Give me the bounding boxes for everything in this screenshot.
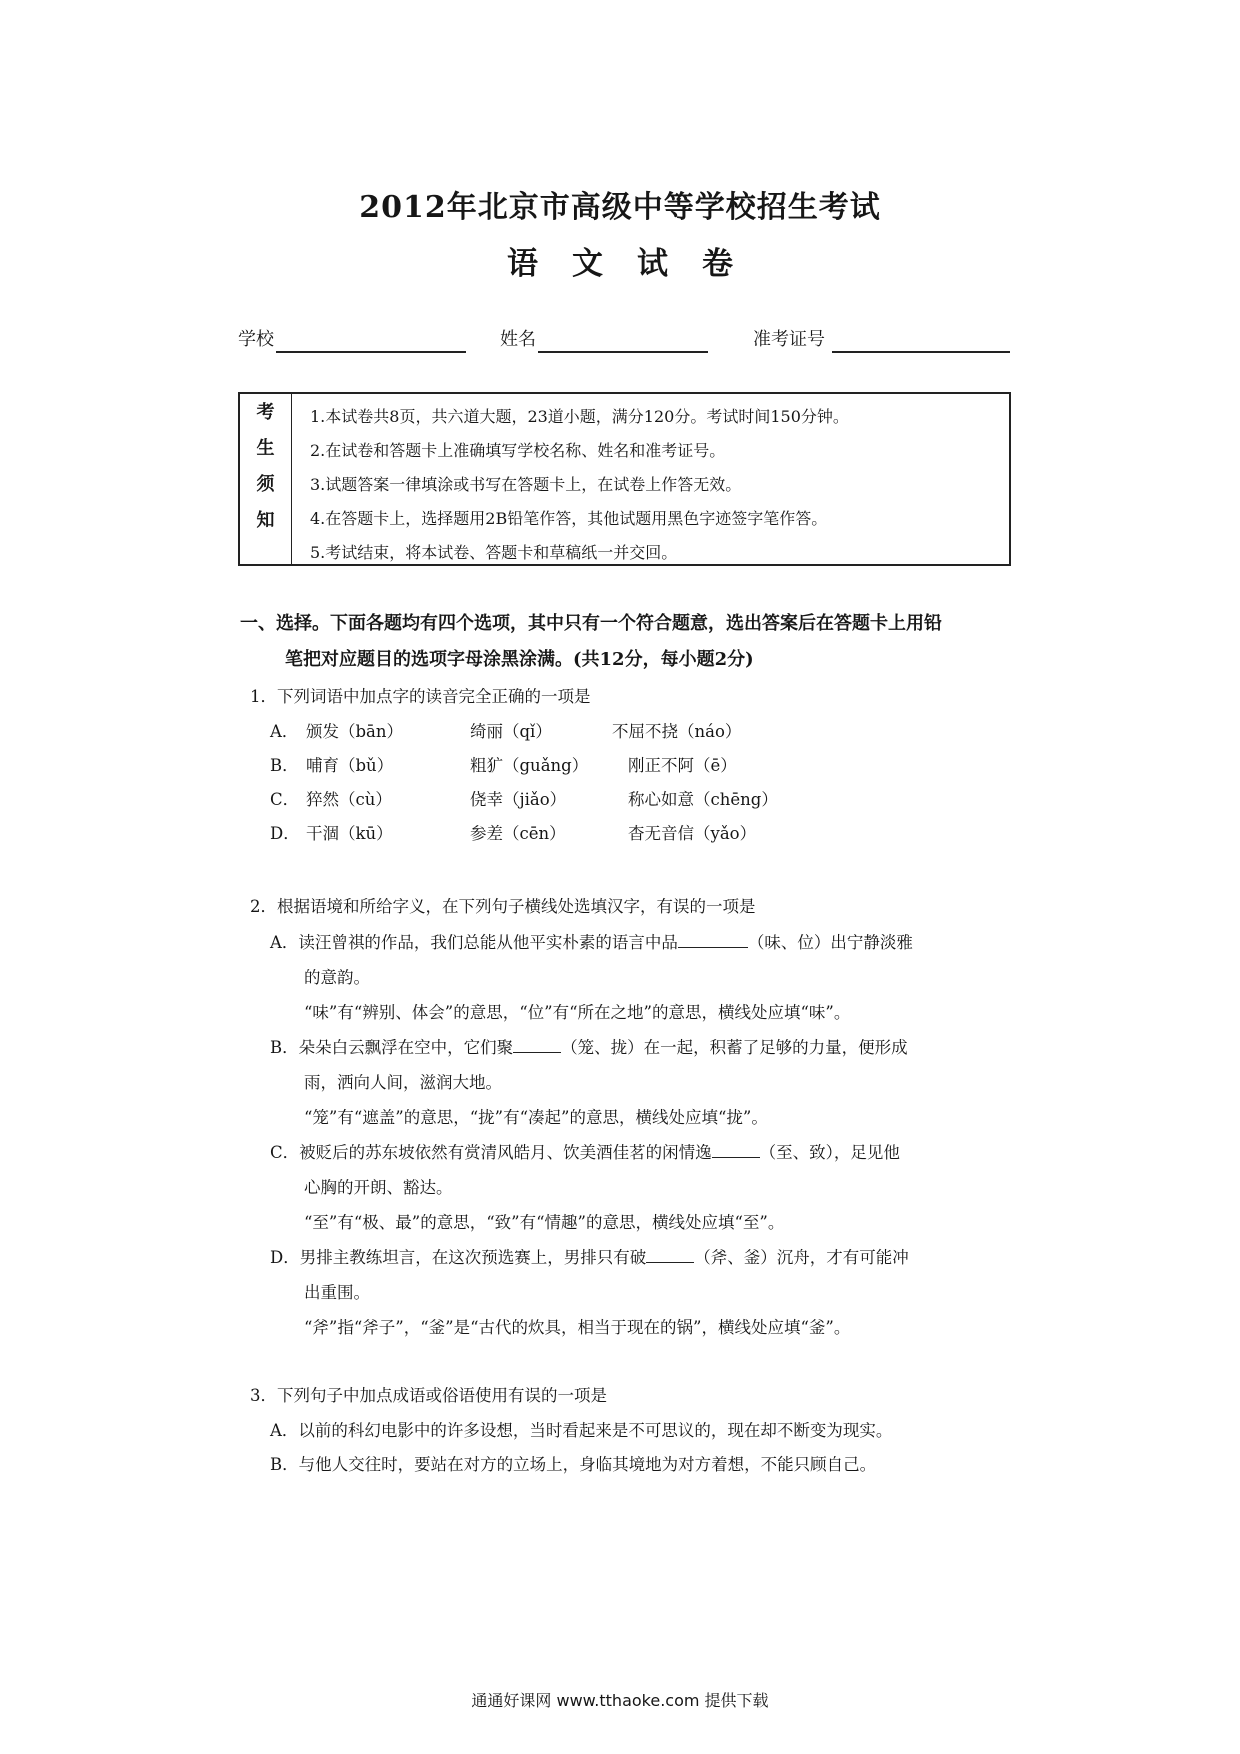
q1-option-b-word: 哺育（bǔ） (306, 756, 394, 775)
section-1-line-1: 一、选择。下面各题均有四个选项，其中只有一个符合题意，选出答案后在答题卡上用铅 (240, 613, 942, 634)
q2-option-c-text: （至、致），足见他 (759, 1143, 900, 1162)
q2-option-c-line-1 (270, 1139, 900, 1163)
notice-item: 3.试题答案一律填涂或书写在答题卡上，在试卷上作答无效。 (310, 475, 742, 494)
q2-option-b-explanation: “笼”有“遮盖”的意思，“拢”有“凑起”的意思，横线处应填“拢”。 (304, 1108, 768, 1127)
q2-option-d-label: D． (270, 1248, 300, 1267)
q1-option-c-word: 侥幸（jiǎo） (470, 790, 567, 809)
q2-option-b-line-2: 雨，洒向人间，滋润大地。 (304, 1073, 502, 1092)
exam-title: 2012年北京市高级中等学校招生考试 (359, 190, 881, 225)
fill-blank (513, 1036, 561, 1053)
q1-option-d-label: D． (270, 824, 300, 843)
notice-side-char: 考 (256, 402, 275, 423)
notice-side-char: 生 (256, 438, 275, 459)
q2-option-a-explanation: “味”有“辨别、体会”的意思，“位”有“所在之地”的意思，横线处应填“味”。 (304, 1003, 851, 1022)
school-label: 学校 (238, 329, 274, 350)
q1-option-a-word: 不屈不挠（náo） (612, 722, 742, 741)
q1-option-b-label: B． (270, 756, 299, 775)
q1-option-a-word: 颁发（bān） (306, 722, 404, 741)
question-3-stem: 3．下列句子中加点成语或俗语使用有误的一项是 (250, 1386, 607, 1405)
q2-option-c-label: C． (270, 1143, 300, 1162)
question-2-stem: 2．根据语境和所给字义，在下列句子横线处选填汉字，有误的一项是 (250, 897, 756, 916)
fill-blank (678, 931, 748, 948)
q1-option-d-word: 干涸（kū） (306, 824, 393, 843)
notice-side-char: 知 (256, 510, 275, 531)
section-1-line-2: 笔把对应题目的选项字母涂黑涂满。(共12分，每小题2分) (285, 649, 754, 670)
q3-option-a: A．以前的科幻电影中的许多设想，当时看起来是不可思议的，现在却不断变为现实。 (270, 1421, 893, 1440)
q2-option-d-explanation: “斧”指“斧子”，“釜”是“古代的炊具，相当于现在的锅”，横线处应填“釜”。 (304, 1318, 851, 1337)
exam-id-label: 准考证号 (753, 329, 825, 350)
page-footer: 通通好课网 www.tthaoke.com 提供下载 (471, 1691, 769, 1710)
q2-option-d-line-2: 出重围。 (304, 1283, 370, 1302)
q1-option-c-label: C． (270, 790, 300, 809)
notice-item: 1.本试卷共8页，共六道大题，23道小题，满分120分。考试时间150分钟。 (310, 407, 849, 426)
q1-option-c-word: 猝然（cù） (306, 790, 392, 809)
q3-option-b: B．与他人交往时，要站在对方的立场上，身临其境地为对方着想，不能只顾自己。 (270, 1455, 877, 1474)
question-1-stem: 1．下列词语中加点字的读音完全正确的一项是 (250, 687, 591, 706)
q1-option-b-word: 粗犷（guǎng） (470, 756, 589, 775)
q2-option-d-text: （斧、釜）沉舟，才有可能冲 (694, 1248, 909, 1267)
q1-option-d-word: 参差（cēn） (470, 824, 566, 843)
q2-option-a-label: A． (270, 933, 299, 952)
candidate-notice-box (238, 392, 1011, 566)
q2-option-d-line-1 (270, 1244, 909, 1268)
notice-side-label (240, 394, 292, 564)
notice-item: 4.在答题卡上，选择题用2B铅笔作答，其他试题用黑色字迹签字笔作答。 (310, 509, 828, 528)
name-blank (538, 351, 708, 353)
q2-option-b-text: （笼、拢）在一起，积蓄了足够的力量，便形成 (561, 1038, 908, 1057)
notice-side-char: 须 (256, 474, 275, 495)
student-info-row (238, 325, 1013, 355)
q1-option-a-word: 绮丽（qǐ） (470, 722, 552, 741)
section-1-heading (240, 606, 1020, 678)
q2-option-a-line-2: 的意韵。 (304, 968, 370, 987)
notice-items (310, 400, 1001, 570)
fill-blank (712, 1141, 760, 1158)
q2-option-a-text: 读汪曾祺的作品，我们总能从他平实朴素的语言中品 (298, 933, 678, 952)
school-blank (276, 351, 466, 353)
q2-option-b-text: 朵朵白云飘浮在空中，它们聚 (298, 1038, 514, 1057)
q2-option-b-line-1 (270, 1034, 908, 1058)
fill-blank (646, 1246, 694, 1263)
q2-option-c-explanation: “至”有“极、最”的意思，“致”有“情趣”的意思，横线处应填“至”。 (304, 1213, 785, 1232)
notice-item: 2.在试卷和答题卡上准确填写学校名称、姓名和准考证号。 (310, 441, 726, 460)
q2-option-a-line-1 (270, 929, 913, 953)
q2-option-c-text: 被贬后的苏东坡依然有赏清风皓月、饮美酒佳茗的闲情逸 (299, 1143, 712, 1162)
q2-option-d-text: 男排主教练坦言，在这次预选赛上，男排只有破 (299, 1248, 647, 1267)
q2-option-b-label: B． (270, 1038, 299, 1057)
exam-subtitle: 语文试卷 (507, 246, 767, 282)
q1-option-d-word: 杳无音信（yǎo） (628, 824, 757, 843)
q1-option-c-word: 称心如意（chēng） (628, 790, 778, 809)
q2-option-c-line-2: 心胸的开朗、豁达。 (304, 1178, 453, 1197)
notice-item: 5.考试结束，将本试卷、答题卡和草稿纸一并交回。 (310, 543, 678, 562)
name-label: 姓名 (500, 329, 536, 350)
exam-id-blank (832, 351, 1010, 353)
q1-option-a-label: A． (270, 722, 299, 741)
q1-option-b-word: 刚正不阿（ē） (628, 756, 737, 775)
q2-option-a-text: （味、位）出宁静淡雅 (747, 933, 913, 952)
